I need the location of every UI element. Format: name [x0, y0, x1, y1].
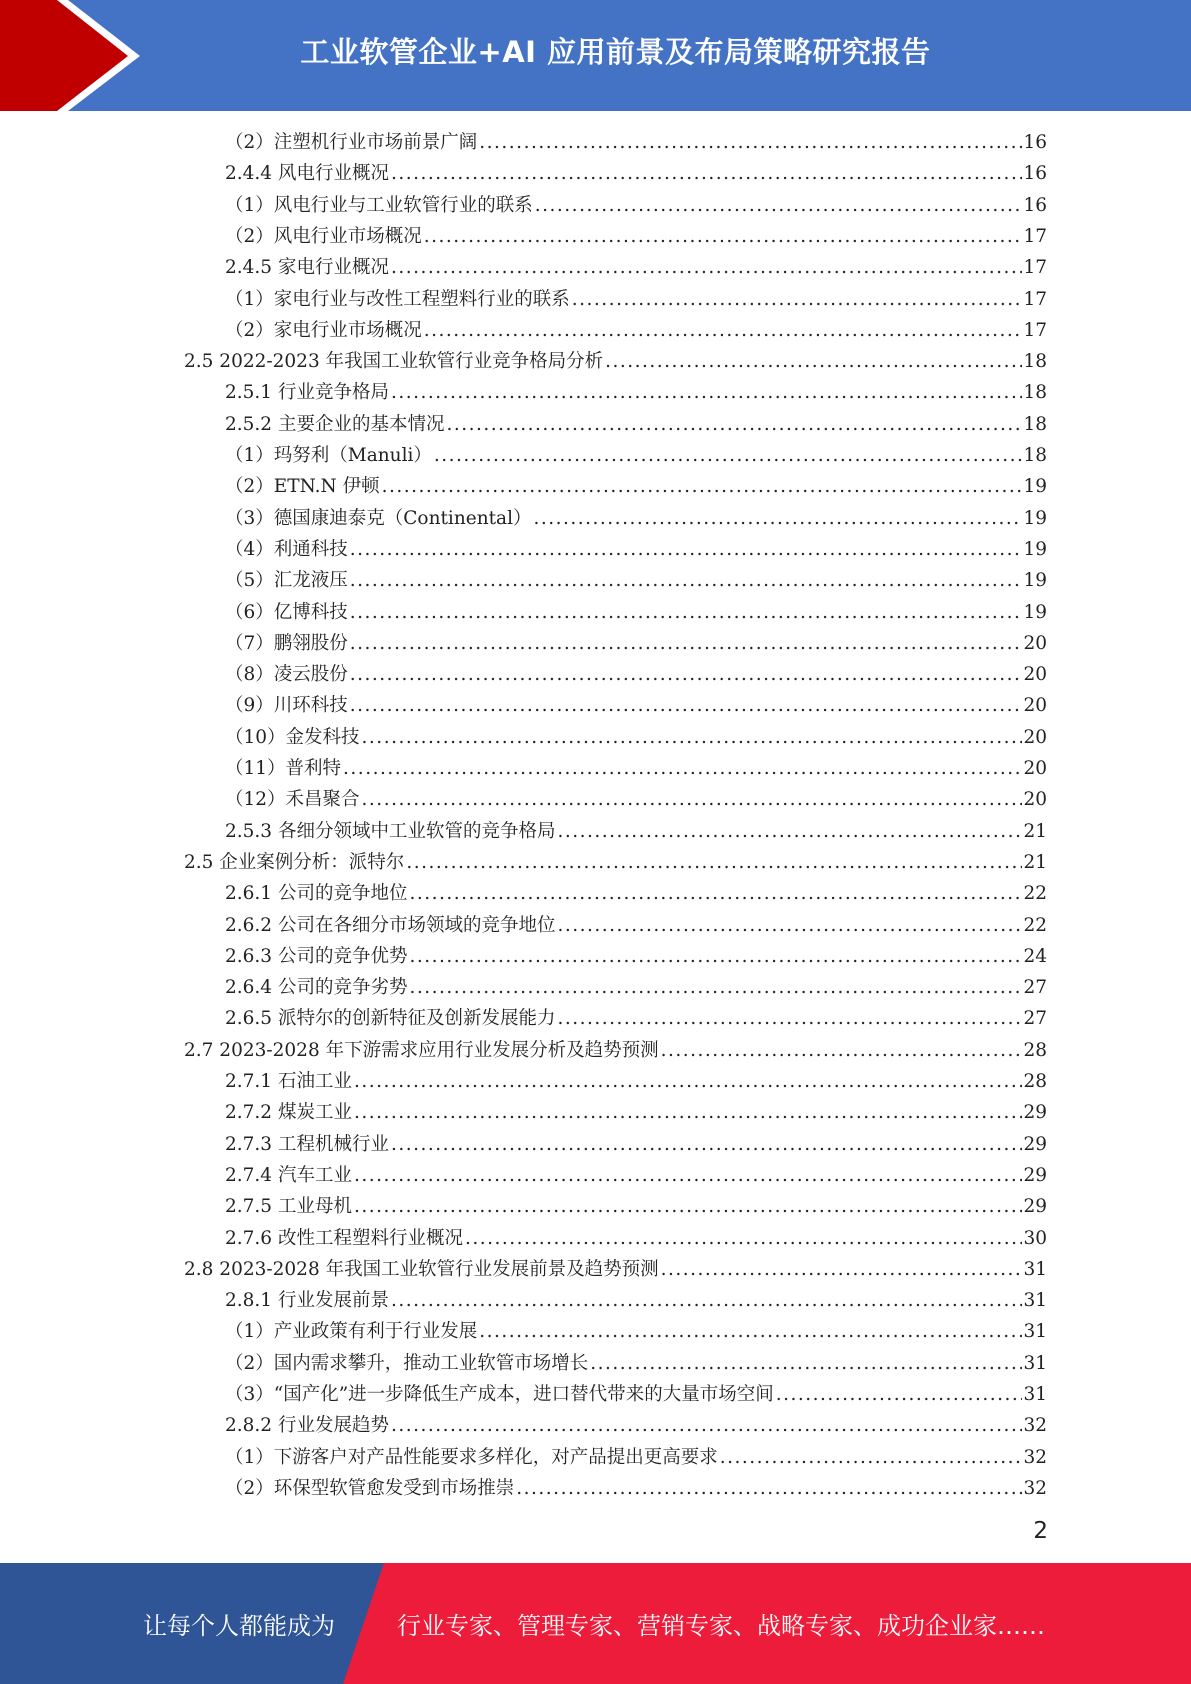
toc-entry-page: 21 [1023, 821, 1047, 842]
toc-entry-label: 2.6.5 派特尔的创新特征及创新发展能力 [225, 1008, 556, 1029]
toc-dot-leader [661, 1254, 1023, 1285]
toc-entry-page: 16 [1023, 132, 1047, 153]
toc-entry[interactable] [225, 941, 1047, 972]
toc-dot-leader [661, 1035, 1023, 1066]
toc-entry[interactable] [225, 1223, 1047, 1254]
toc-dot-leader [354, 1191, 1023, 1222]
toc-dot-leader [391, 158, 1022, 189]
toc-entry-page: 31 [1023, 1259, 1047, 1280]
toc-entry-page: 24 [1023, 946, 1047, 967]
toc-entry[interactable] [225, 440, 1047, 471]
toc-entry-page: 20 [1023, 758, 1047, 779]
toc-entry-label: （2）风电行业市场概况 [225, 226, 422, 247]
toc-entry-label: 2.6.2 公司在各细分市场领域的竞争地位 [225, 915, 556, 936]
toc-entry-page: 17 [1023, 320, 1047, 341]
toc-entry[interactable] [225, 158, 1047, 189]
toc-entry-page: 16 [1023, 195, 1047, 216]
toc-entry[interactable] [225, 1379, 1047, 1410]
toc-entry[interactable] [225, 471, 1047, 502]
toc-entry-page: 27 [1023, 977, 1047, 998]
page-footer [0, 1563, 1191, 1684]
toc-entry-page: 19 [1023, 508, 1047, 529]
toc-dot-leader [409, 941, 1022, 972]
toc-entry-label: 2.7.4 汽车工业 [225, 1165, 352, 1186]
toc-entry[interactable] [225, 910, 1047, 941]
toc-entry[interactable] [184, 847, 1047, 878]
toc-dot-leader [391, 1410, 1022, 1441]
toc-entry-label: （2）环保型软管愈发受到市场推崇 [225, 1478, 515, 1499]
toc-dot-leader [406, 847, 1022, 878]
toc-entry-label: 2.7.1 石油工业 [225, 1071, 352, 1092]
toc-entry[interactable] [225, 1285, 1047, 1316]
toc-entry[interactable] [225, 1003, 1047, 1034]
toc-entry-page: 17 [1023, 289, 1047, 310]
toc-entry[interactable] [225, 1066, 1047, 1097]
toc-entry[interactable] [225, 1473, 1047, 1504]
toc-entry-page: 20 [1023, 727, 1047, 748]
toc-dot-leader [446, 409, 1022, 440]
toc-entry-label: （1）玛努利（Manuli） [225, 445, 432, 466]
toc-dot-leader [350, 659, 1023, 690]
toc-dot-leader [391, 1285, 1022, 1316]
toc-dot-leader [534, 503, 1023, 534]
toc-entry-page: 22 [1023, 915, 1047, 936]
toc-entry-page: 21 [1023, 852, 1047, 873]
toc-entry-page: 18 [1023, 445, 1047, 466]
toc-entry[interactable] [225, 722, 1047, 753]
toc-entry-label: 2.5.1 行业竞争格局 [225, 382, 389, 403]
toc-entry[interactable] [225, 784, 1047, 815]
toc-dot-leader [362, 784, 1023, 815]
toc-dot-leader [776, 1379, 1023, 1410]
toc-entry-label: 2.5.2 主要企业的基本情况 [225, 414, 445, 435]
toc-entry-page: 19 [1023, 476, 1047, 497]
toc-entry-label: （2）注塑机行业市场前景广阔 [225, 132, 478, 153]
toc-entry-page: 28 [1023, 1040, 1047, 1061]
toc-entry[interactable] [225, 1348, 1047, 1379]
footer-slogan-left: 让每个人都能成为 [143, 1612, 335, 1640]
page-number: 2 [1033, 1518, 1048, 1544]
toc-entry[interactable] [225, 534, 1047, 565]
toc-entry[interactable] [225, 1097, 1047, 1128]
toc-entry-label: （8）凌云股份 [225, 664, 348, 685]
toc-entry-page: 18 [1023, 414, 1047, 435]
toc-entry[interactable] [225, 1316, 1047, 1347]
toc-dot-leader [409, 878, 1022, 909]
toc-entry-label: 2.7.2 煤炭工业 [225, 1102, 352, 1123]
toc-entry-page: 31 [1023, 1290, 1047, 1311]
toc-entry-label: 2.6.3 公司的竞争优势 [225, 946, 408, 967]
toc-entry-label: （7）鹏翎股份 [225, 633, 348, 654]
toc-entry-page: 29 [1023, 1196, 1047, 1217]
toc-entry-label: （10）金发科技 [225, 727, 360, 748]
toc-entry-label: 2.5 2022-2023 年我国工业软管行业竞争格局分析 [184, 351, 604, 372]
toc-entry[interactable] [225, 878, 1047, 909]
toc-entry-label: （11）普利特 [225, 758, 342, 779]
toc-entry-label: （12）禾昌聚合 [225, 789, 360, 810]
toc-entry-page: 20 [1023, 633, 1047, 654]
toc-dot-leader [350, 534, 1023, 565]
toc-entry[interactable] [225, 409, 1047, 440]
toc-entry[interactable] [225, 127, 1047, 158]
toc-entry-label: 2.4.4 风电行业概况 [225, 163, 389, 184]
toc-entry-page: 29 [1023, 1134, 1047, 1155]
toc-entry-label: （1）产业政策有利于行业发展 [225, 1321, 478, 1342]
toc-entry-page: 29 [1023, 1165, 1047, 1186]
toc-entry-label: 2.5.3 各细分领域中工业软管的竞争格局 [225, 821, 556, 842]
toc-entry-page: 32 [1023, 1478, 1047, 1499]
toc-entry-label: 2.7.6 改性工程塑料行业概况 [225, 1228, 463, 1249]
toc-entry-label: （2）ETN.N 伊顿 [225, 476, 380, 497]
toc-dot-leader [434, 440, 1023, 471]
toc-entry-label: （6）亿博科技 [225, 602, 348, 623]
toc-entry-page: 19 [1023, 539, 1047, 560]
toc-entry-label: （9）川环科技 [225, 695, 348, 716]
toc-entry-label: 2.8 2023-2028 年我国工业软管行业发展前景及趋势预测 [184, 1259, 659, 1280]
page-header [0, 0, 1191, 111]
toc-entry-page: 28 [1023, 1071, 1047, 1092]
toc-dot-leader [516, 1473, 1022, 1504]
toc-dot-leader [382, 471, 1023, 502]
toc-entry[interactable] [225, 753, 1047, 784]
toc-entry[interactable] [225, 221, 1047, 252]
toc-entry-label: （3）德国康迪泰克（Continental） [225, 508, 532, 529]
toc-entry-label: 2.6.1 公司的竞争地位 [225, 883, 408, 904]
toc-dot-leader [354, 1066, 1023, 1097]
report-title: 工业软管企业+AI 应用前景及布局策略研究报告 [300, 34, 931, 69]
toc-entry-label: （1）家电行业与改性工程塑料行业的联系 [225, 289, 570, 310]
toc-entry-page: 31 [1023, 1321, 1047, 1342]
toc-dot-leader [409, 972, 1022, 1003]
toc-dot-leader [354, 1097, 1023, 1128]
toc-entry-label: 2.6.4 公司的竞争劣势 [225, 977, 408, 998]
toc-entry-page: 18 [1023, 382, 1047, 403]
toc-entry-label: （1）下游客户对产品性能要求多样化，对产品提出更高要求 [225, 1447, 718, 1468]
toc-dot-leader [391, 252, 1022, 283]
toc-dot-leader [590, 1348, 1022, 1379]
toc-dot-leader [465, 1223, 1022, 1254]
toc-entry-page: 20 [1023, 664, 1047, 685]
toc-entry-page: 32 [1023, 1447, 1047, 1468]
toc-dot-leader [424, 221, 1023, 252]
toc-entry[interactable] [225, 628, 1047, 659]
toc-entry-page: 16 [1023, 163, 1047, 184]
toc-entry-page: 32 [1023, 1415, 1047, 1436]
toc-dot-leader [720, 1442, 1023, 1473]
toc-entry-page: 19 [1023, 570, 1047, 591]
toc-dot-leader [350, 690, 1023, 721]
toc-entry[interactable] [225, 1129, 1047, 1160]
toc-entry[interactable] [225, 565, 1047, 596]
toc-entry[interactable] [225, 252, 1047, 283]
toc-entry[interactable] [225, 659, 1047, 690]
toc-entry[interactable] [225, 972, 1047, 1003]
toc-dot-leader [605, 346, 1022, 377]
toc-dot-leader [535, 190, 1023, 221]
toc-entry[interactable] [225, 690, 1047, 721]
toc-entry-label: （2）国内需求攀升，推动工业软管市场增长 [225, 1353, 589, 1374]
toc-entry-label: （4）利通科技 [225, 539, 348, 560]
toc-entry[interactable] [225, 190, 1047, 221]
toc-dot-leader [362, 722, 1023, 753]
toc-entry-page: 29 [1023, 1102, 1047, 1123]
toc-entry[interactable] [225, 503, 1047, 534]
toc-entry-page: 31 [1023, 1384, 1047, 1405]
toc-entry-label: 2.7 2023-2028 年下游需求应用行业发展分析及趋势预测 [184, 1040, 659, 1061]
toc-entry-label: 2.4.5 家电行业概况 [225, 257, 389, 278]
toc-entry[interactable] [225, 315, 1047, 346]
toc-entry[interactable] [225, 1442, 1047, 1473]
footer-slogan-right: 行业专家、管理专家、营销专家、战略专家、成功企业家…… [397, 1612, 1045, 1640]
toc-dot-leader [391, 377, 1022, 408]
toc-entry[interactable] [184, 1254, 1047, 1285]
toc-entry-page: 22 [1023, 883, 1047, 904]
toc-entry-page: 17 [1023, 226, 1047, 247]
toc-dot-leader [350, 628, 1023, 659]
toc-dot-leader [479, 1316, 1022, 1347]
toc-dot-leader [350, 597, 1023, 628]
toc-dot-leader [479, 127, 1022, 158]
toc-dot-leader [391, 1129, 1022, 1160]
toc-dot-leader [350, 565, 1023, 596]
toc-entry[interactable] [225, 816, 1047, 847]
toc-entry-page: 18 [1023, 351, 1047, 372]
toc-entry-page: 30 [1023, 1228, 1047, 1249]
toc-entry-label: （3）“国产化”进一步降低生产成本，进口替代带来的大量市场空间 [225, 1384, 774, 1405]
toc-entry-label: 2.7.3 工程机械行业 [225, 1134, 389, 1155]
toc-entry-page: 19 [1023, 602, 1047, 623]
toc-entry-page: 20 [1023, 695, 1047, 716]
toc-dot-leader [424, 315, 1023, 346]
toc-entry-label: 2.7.5 工业母机 [225, 1196, 352, 1217]
toc-entry[interactable] [225, 1191, 1047, 1222]
toc-entry[interactable] [225, 1410, 1047, 1441]
toc-entry[interactable] [225, 597, 1047, 628]
toc-entry-label: （5）汇龙液压 [225, 570, 348, 591]
toc-entry-page: 31 [1023, 1353, 1047, 1374]
toc-entry[interactable] [225, 284, 1047, 315]
toc-dot-leader [343, 753, 1022, 784]
toc-entry[interactable] [184, 1035, 1047, 1066]
toc-dot-leader [557, 910, 1022, 941]
toc-entry-label: （2）家电行业市场概况 [225, 320, 422, 341]
toc-entry-page: 20 [1023, 789, 1047, 810]
toc-entry-label: 2.8.2 行业发展趋势 [225, 1415, 389, 1436]
toc-entry-label: 2.5 企业案例分析：派特尔 [184, 852, 405, 873]
toc-entry-label: （1）风电行业与工业软管行业的联系 [225, 195, 533, 216]
toc-entry-label: 2.8.1 行业发展前景 [225, 1290, 389, 1311]
toc-dot-leader [572, 284, 1023, 315]
toc-dot-leader [557, 1003, 1022, 1034]
toc-entry[interactable] [225, 377, 1047, 408]
toc-entry-page: 27 [1023, 1008, 1047, 1029]
toc-entry[interactable] [184, 346, 1047, 377]
toc-entry-page: 17 [1023, 257, 1047, 278]
toc-dot-leader [557, 816, 1022, 847]
toc-entry[interactable] [225, 1160, 1047, 1191]
toc-dot-leader [354, 1160, 1023, 1191]
